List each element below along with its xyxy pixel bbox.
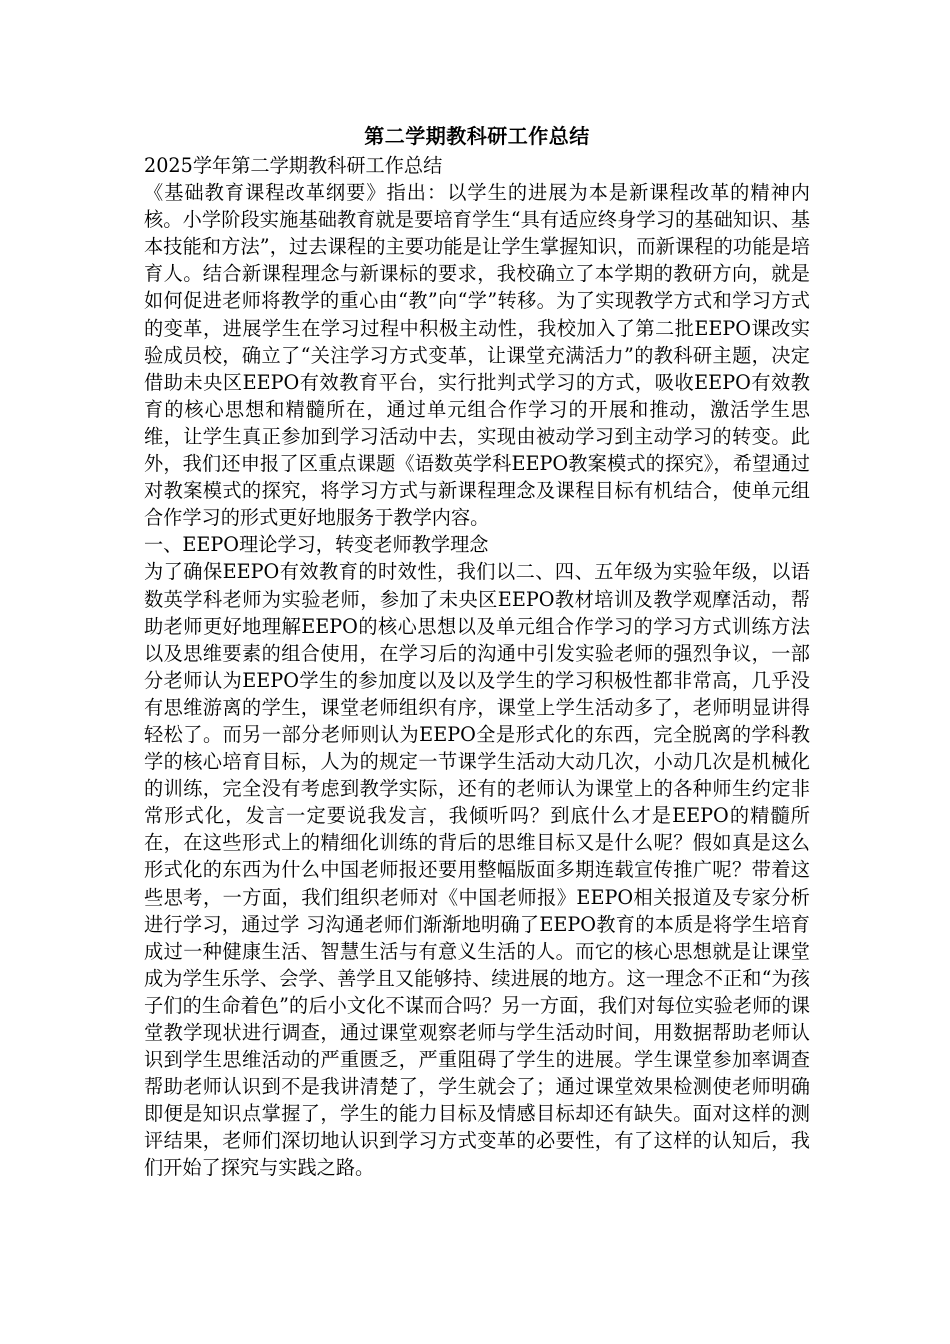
intro-paragraph: 《基础教育课程改革纲要》指出：以学生的进展为本是新课程改革的精神内核。小学阶段实施基础教育就是要培育学生“具有适应终身学习的基础知识、基本技能和方法”，过去课程的主要功能是让学生掌握知识，而新课程的功能是培育人。结合新课程理念与新课标的要求，我校确立了本学期的教研方向，就是如何促进老师将教学的重心由“教”向“学”转移。为了实现教学方式和学习方式的变革，进展学生在学习过程中积极主动性，我校加入了第二批EEPO课改实验成员校，确立了“关注学习方式变革，让课堂充满活力”的教科研主题，决定借助未央区EEPO有效教育平台，实行批判式学习的方式，吸收EEPO有效教育的核心思想和精髓所在，通过单元组合作学习的开展和推动，激活学生思维，让学生真正参加到学习活动中去，实现由被动学习到主动学习的转变。此外，我们还申报了区重点课题《语数英学科EEPO教案模式的探究》，希望通过对教案模式的探究，将学习方式与新课程理念及课程目标有机结合，使单元组合作学习的形式更好地服务于教学内容。 [144,181,810,530]
document-page [144,122,810,1182]
section-paragraph: 为了确保EEPO有效教育的时效性，我们以二、四、五年级为实验年级，以语数英学科老师为实验老师，参加了未央区EEPO教材培训及教学观摩活动，帮助老师更好地理解EEPO的核心思想以及单元组合作学习的学习方式训练方法以及思维要素的组合使用，在学习后的沟通中引发实验老师的强烈争议，一部分老师认为EEPO学生的参加度以及以及学生的学习积极性都非常高，几乎没有思维游离的学生，课堂老师组织有序，课堂上学生活动多了，老师明显讲得轻松了。而另一部分老师则认为EEPO全是形式化的东西，完全脱离的学科教学的核心培育目标，人为的规定一节课学生活动大动几次，小动几次是机械化的训练，完全没有考虑到教学实际，还有的老师认为课堂上的各种师生约定非常形式化，发言一定要说我发言，我倾听吗？到底什么才是EEPO的精髓所在，在这些形式上的精细化训练的背后的思维目标又是什么呢？假如真是这么形式化的东西为什么中国老师报还要用整幅版面多期连载宣传推广呢？带着这些思考，一方面，我们组织老师对《中国老师报》EEPO相关报道及专家分析进行学习，通过学 习沟通老师们渐渐地明确了EEPO教育的本质是将学生培育成过一种健康生活、智慧生活与有意义生活的人。而它的核心思想就是让课堂成为学生乐学、会学、善学且又能够持、续进展的地方。这一理念不正和“为孩子们的生命着色”的后小文化不谋而合吗？另一方面，我们对每位实验老师的课堂教学现状进行调查，通过课堂观察老师与学生活动时间，用数据帮助老师认识到学生思维活动的严重匮乏，严重阻碍了学生的进展。学生课堂参加率调查帮助老师认识到不是我讲清楚了，学生就会了；通过课堂效果检测使老师明确即便是知识点掌握了，学生的能力目标及情感目标却还有缺失。面对这样的测评结果，老师们深切地认识到学习方式变革的必要性，有了这样的认知后，我们开始了探究与实践之路。 [144,560,810,1180]
document-title: 第二学期教科研工作总结 [364,124,590,148]
document-subtitle: 2025学年第二学期教科研工作总结 [144,154,443,177]
section-heading: 一、EEPO理论学习，转变老师教学理念 [144,533,489,557]
